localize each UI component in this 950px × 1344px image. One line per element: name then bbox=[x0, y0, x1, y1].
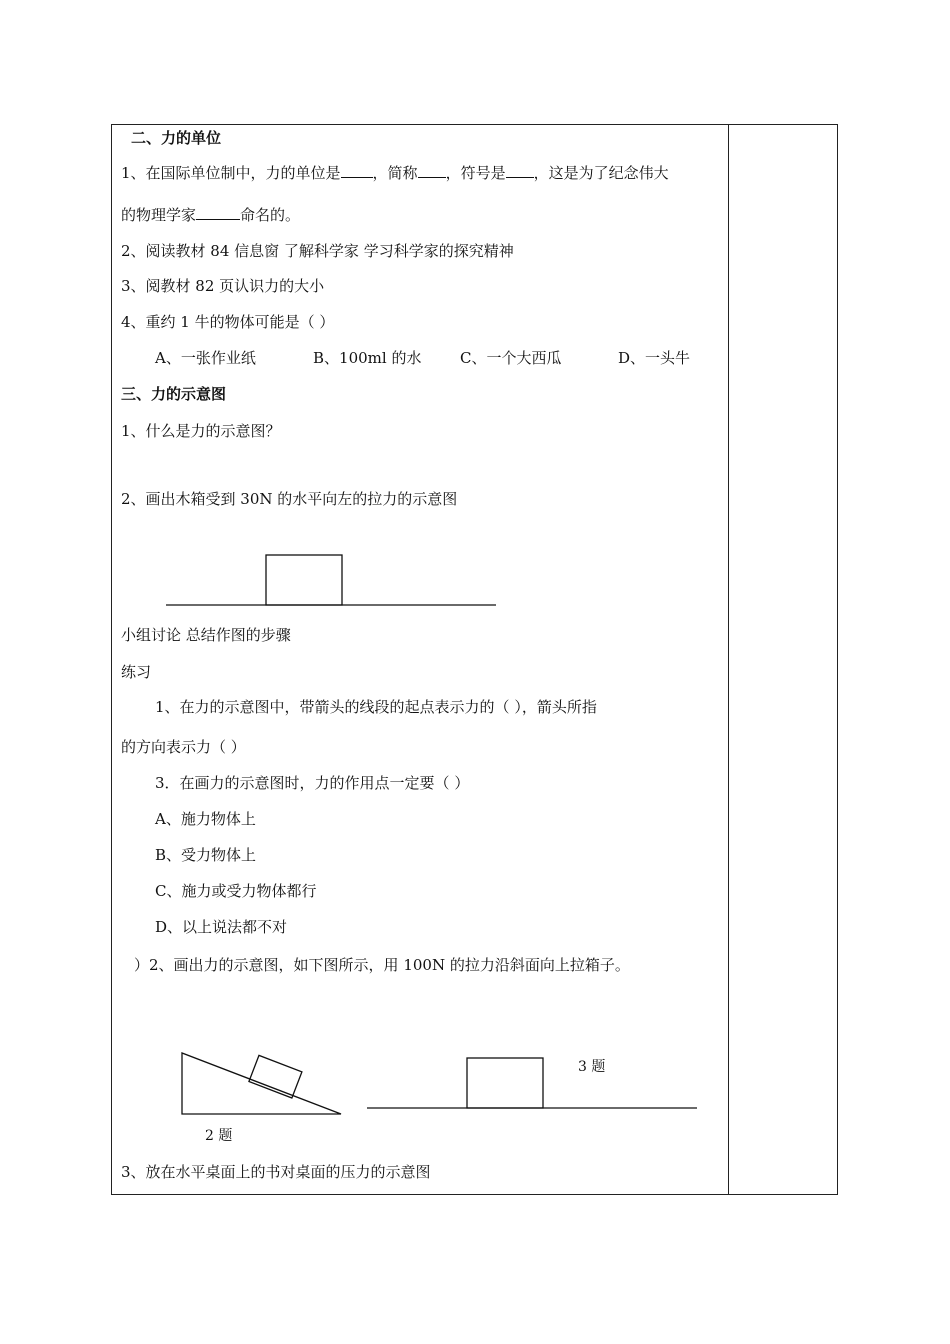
wooden-box bbox=[266, 555, 342, 605]
section-heading-diagram: 三、力的示意图 bbox=[121, 385, 227, 403]
answer-blank-scientist bbox=[196, 205, 240, 220]
practice-1-line-1: 1、在力的示意图中，带箭头的线段的起点表示力的（ ），箭头所指 bbox=[155, 698, 597, 716]
box-on-incline bbox=[249, 1055, 302, 1098]
practice-2: ）2、画出力的示意图，如下图所示，用 100N 的拉力沿斜面向上拉箱子。 bbox=[134, 956, 630, 974]
section3-question-3: 3、放在水平桌面上的书对桌面的压力的示意图 bbox=[121, 1163, 431, 1181]
box-on-table bbox=[467, 1058, 543, 1108]
answer-blank-unit bbox=[341, 163, 373, 178]
question-1-line-1: 1、在国际单位制中，力的单位是 ，简称 ，符号是 ，这是为了纪念伟大 bbox=[121, 164, 669, 182]
inclined-plane bbox=[182, 1053, 341, 1114]
section3-question-1: 1、什么是力的示意图？ bbox=[121, 422, 281, 440]
option-b: B、100ml 的水 bbox=[313, 349, 422, 367]
question-4: 4、重约 1 牛的物体可能是（ ） bbox=[121, 313, 335, 331]
figure-label-3: 3 题 bbox=[578, 1059, 606, 1075]
practice-1-line-2: 的方向表示力（ ） bbox=[121, 738, 246, 756]
box-on-table-diagram bbox=[362, 1052, 702, 1114]
notes-column-divider bbox=[728, 124, 729, 1195]
group-discussion: 小组讨论 总结作图的步骤 bbox=[121, 626, 291, 644]
figure-label-2: 2 题 bbox=[205, 1128, 233, 1144]
question-3: 3、阅教材 82 页认识力的大小 bbox=[121, 277, 325, 295]
answer-blank-short-name bbox=[418, 163, 446, 178]
box-on-ground-diagram bbox=[160, 548, 505, 612]
section3-question-2: 2、画出木箱受到 30N 的水平向左的拉力的示意图 bbox=[121, 490, 458, 508]
practice-label: 练习 bbox=[121, 663, 152, 681]
practice-3-option-c: C、施力或受力物体都行 bbox=[155, 882, 317, 900]
practice-3-option-d: D、以上说法都不对 bbox=[155, 918, 288, 936]
option-c: C、一个大西瓜 bbox=[460, 349, 562, 367]
section-heading-units: 二、力的单位 bbox=[131, 129, 222, 147]
practice-3: 3．在画力的示意图时，力的作用点一定要（ ） bbox=[155, 774, 470, 792]
answer-blank-symbol bbox=[506, 163, 534, 178]
practice-3-option-a: A、施力物体上 bbox=[155, 810, 256, 828]
option-d: D、一头牛 bbox=[618, 349, 691, 367]
incline-diagram bbox=[176, 1048, 346, 1120]
question-1-line-2: 的物理学家 命名的。 bbox=[121, 206, 301, 224]
option-a: A、一张作业纸 bbox=[155, 349, 256, 367]
question-2: 2、阅读教材 84 信息窗 了解科学家 学习科学家的探究精神 bbox=[121, 242, 514, 260]
practice-3-option-b: B、受力物体上 bbox=[155, 846, 257, 864]
